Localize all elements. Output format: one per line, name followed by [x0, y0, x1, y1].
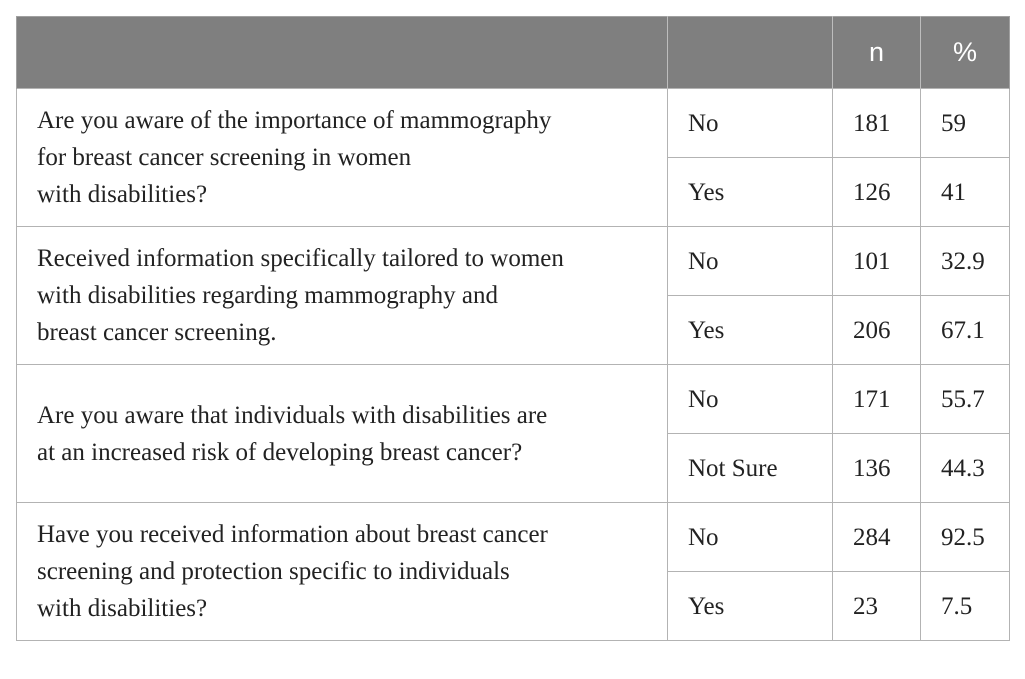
question-line: Have you received information about breast cancer: [37, 521, 548, 548]
question-line: at an increased risk of developing breast cancer?: [37, 438, 523, 466]
percent-cell: 32.9: [921, 227, 1010, 296]
n-cell: 171: [833, 365, 921, 434]
percent-cell: 55.7: [921, 365, 1010, 434]
n-cell: 101: [833, 227, 921, 296]
answer-cell: No: [668, 227, 833, 296]
percent-cell: 41: [921, 158, 1010, 227]
table-row: [17, 365, 1010, 434]
question-line: breast cancer screening.: [37, 319, 277, 346]
n-cell: 23: [833, 572, 921, 641]
question-line: Received information specifically tailored to women: [37, 245, 564, 272]
n-cell: 126: [833, 158, 921, 227]
n-cell: 206: [833, 296, 921, 365]
question-line: with disabilities?: [37, 595, 208, 622]
answer-cell: No: [668, 89, 833, 158]
answer-cell: Yes: [668, 572, 833, 641]
survey-results-table: [16, 16, 1010, 641]
table-row: [17, 89, 1010, 158]
n-cell: 136: [833, 434, 921, 503]
percent-cell: 67.1: [921, 296, 1010, 365]
answer-cell: Yes: [668, 296, 833, 365]
question-line: with disabilities?: [37, 181, 208, 208]
question-cell: [17, 503, 668, 641]
question-line: Are you aware that individuals with disabilities are: [37, 401, 548, 429]
header-n: n: [833, 17, 921, 89]
answer-cell: No: [668, 503, 833, 572]
question-line: screening and protection specific to individuals: [37, 558, 510, 585]
percent-cell: 7.5: [921, 572, 1010, 641]
table-row: [17, 503, 1010, 572]
answer-cell: No: [668, 365, 833, 434]
question-cell: [17, 365, 668, 503]
question-cell: [17, 227, 668, 365]
header-percent: %: [921, 17, 1010, 89]
table-row: [17, 227, 1010, 296]
n-cell: 181: [833, 89, 921, 158]
answer-cell: Not Sure: [668, 434, 833, 503]
table-header-row: [17, 17, 1010, 89]
header-answer: [668, 17, 833, 89]
percent-cell: 92.5: [921, 503, 1010, 572]
n-cell: 284: [833, 503, 921, 572]
question-cell: [17, 89, 668, 227]
question-line: for breast cancer screening in women: [37, 144, 412, 171]
header-question: [17, 17, 668, 89]
answer-cell: Yes: [668, 158, 833, 227]
question-line: with disabilities regarding mammography and: [37, 282, 499, 309]
percent-cell: 44.3: [921, 434, 1010, 503]
percent-cell: 59: [921, 89, 1010, 158]
question-line: Are you aware of the importance of mammography: [37, 107, 552, 134]
